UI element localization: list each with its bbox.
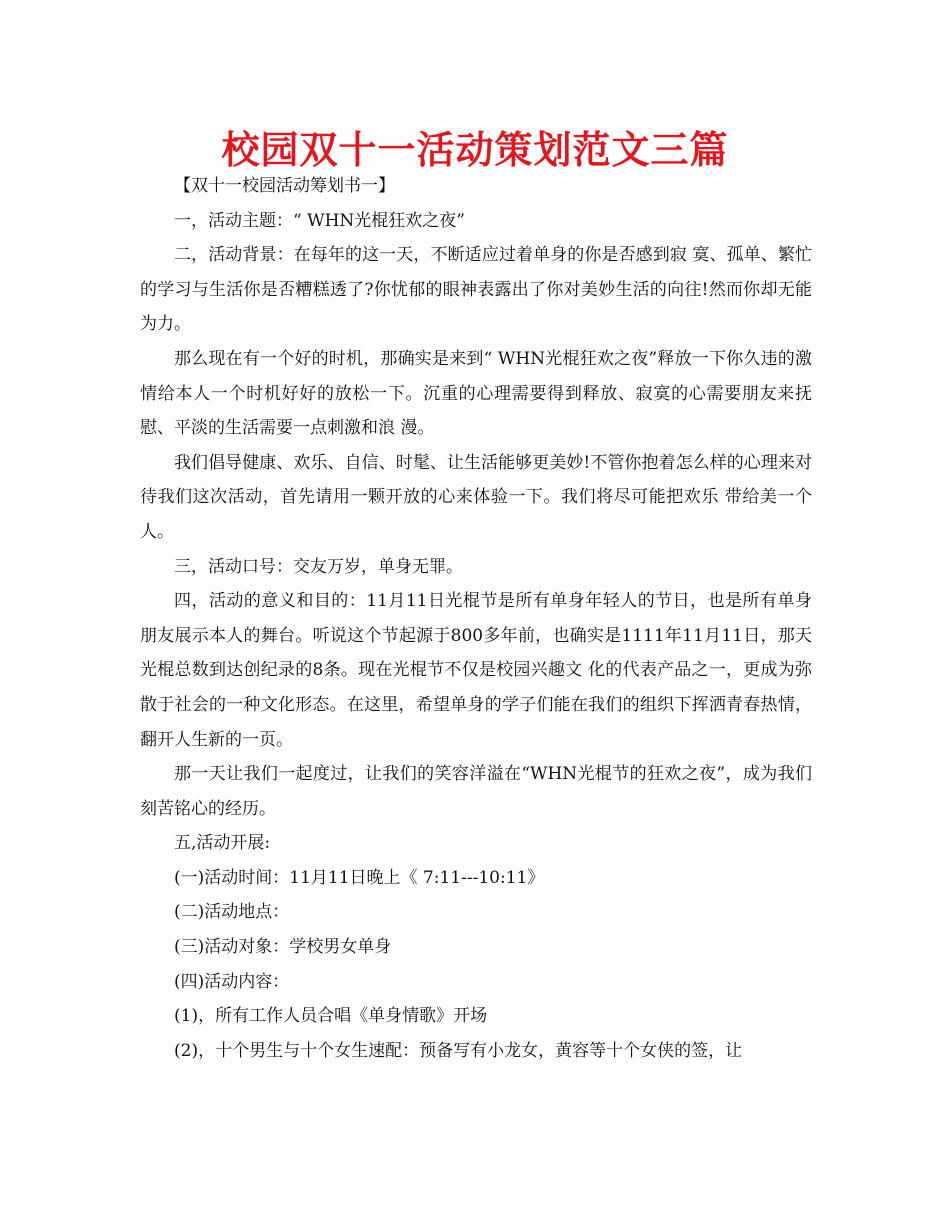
paragraph-background: 二，活动背景：在每年的这一天，不断适应过着单身的你是否感到寂 寞、孤单、繁忙的学习与生活你是否糟糕透了?你忧郁的眼神表露出了你对美妙生活的向往!然而你却无能为力。 (140, 245, 812, 335)
document-title: 校园双十一活动策划范文三篇 (221, 128, 729, 172)
paragraph-activity-time: (一)活动时间：11月11日晚上《 7:11---10:11》 (174, 867, 545, 888)
paragraph-slogan: 三，活动口号：交友万岁，单身无罪。 (174, 556, 463, 577)
paragraph-activity-heading: 五,活动开展: (174, 833, 271, 854)
paragraph-activity-audience: (三)活动对象：学校男女单身 (174, 937, 392, 958)
paragraph-theme: 一，活动主题：“ WHN光棍狂欢之夜” (174, 210, 465, 231)
paragraph-advocacy: 我们倡导健康、欢乐、自信、时髦、让生活能够更美妙!不管你抱着怎么样的心理来对待我们这次活动，首先请用一颗开放的心来体验一下。我们将尽可能把欢乐 带给美一个人。 (140, 452, 812, 542)
paragraph-item-2: (2)，十个男生与十个女生速配：预备写有小龙女，黄容等十个女侠的签，让 (174, 1040, 743, 1061)
section-heading: 【双十一校园活动筹划书一】 (174, 176, 395, 196)
paragraph-opportunity: 那么现在有一个好的时机，那确实是来到“ WHN光棍狂欢之夜”释放一下你久违的激情给本人一个时机好好的放松一下。沉重的心理需要得到释放、寂寞的心需要朋友来抚慰、平淡的生活需要一点刺激和浪 漫。 (140, 348, 812, 439)
paragraph-together: 那一天让我们一起度过，让我们的笑容洋溢在“WHN光棍节的狂欢之夜”，成为我们刻苦铭心的经历。 (140, 764, 812, 819)
paragraph-activity-location: (二)活动地点： (174, 902, 290, 923)
document-body (140, 169, 812, 1068)
paragraph-activity-content: (四)活动内容： (174, 971, 290, 992)
paragraph-purpose: 四，活动的意义和目的：11月11日光棍节是所有单身年轻人的节日，也是所有单身朋友展示本人的舞台。听说这个节起源于800多年前，也确实是1111年11月11日，那天光棍总数到达创纪录的8条。现在光棍节不仅是校园兴趣文 化的代表产品之一，更成为弥散于社会的一种文化形态。在这里，希望单身的学子们能在我们的组织下挥洒青春热情，翻开人生新的一页。 (140, 591, 812, 750)
paragraph-item-1: (1)，所有工作人员合唱《单身情歌》开场 (174, 1006, 488, 1027)
